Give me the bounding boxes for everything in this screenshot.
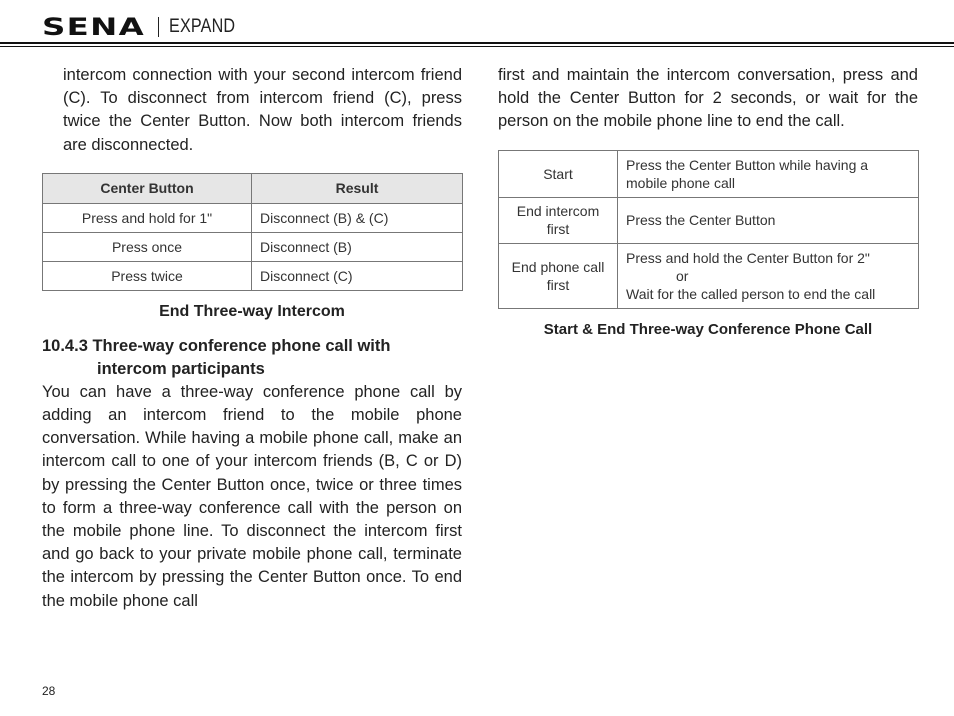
- table-cell-action: End intercom first: [499, 197, 618, 243]
- table-cell-action: Press twice: [43, 261, 252, 290]
- table-cell-instruction: [618, 243, 919, 308]
- table-row: [43, 203, 463, 232]
- right-paragraph: first and maintain the intercom conversation, press and hold the Center Button for 2 seconds, or wait for the person on the mobile phone line to end the call.: [498, 66, 918, 131]
- table-row: [499, 197, 919, 243]
- table-cell-action: End phone call first: [499, 243, 618, 308]
- table-row: [499, 243, 919, 308]
- column-header-center-button: Center Button: [43, 173, 252, 203]
- column-header-result: Result: [252, 173, 463, 203]
- table-cell-instruction: Press the Center Button while having a mobile phone call: [618, 150, 919, 197]
- table-row: [43, 232, 463, 261]
- header-rule-thick: [0, 42, 954, 44]
- page-header: [42, 12, 247, 42]
- right-column: [498, 64, 918, 338]
- page-number: 28: [42, 684, 56, 698]
- brand-logo: SENA: [42, 13, 146, 41]
- section-heading: [42, 335, 462, 381]
- table-cell-action: Start: [499, 150, 618, 197]
- end-intercom-table: [42, 173, 463, 291]
- table-cell-instruction: Press the Center Button: [618, 197, 919, 243]
- instruction-or: or: [676, 267, 689, 284]
- product-name: EXPAND: [169, 16, 236, 37]
- table-cell-result: Disconnect (B): [252, 232, 463, 261]
- instruction-line2: Wait for the called person to end the call: [626, 285, 876, 302]
- table-row: [43, 261, 463, 290]
- section-heading-line2: intercom participants: [97, 359, 265, 378]
- table-header-row: [43, 173, 463, 203]
- header-rule-thin: [0, 46, 954, 47]
- intro-paragraph: intercom connection with your second intercom friend (C). To disconnect from intercom friend (C), press twice the Center Button. Now both intercom friends are disconnected.: [63, 66, 462, 154]
- table-row: [499, 150, 919, 197]
- table-cell-result: Disconnect (B) & (C): [252, 203, 463, 232]
- conference-call-table: [498, 150, 919, 309]
- instruction-line1: Press and hold the Center Button for 2": [626, 249, 870, 266]
- section-heading-line1: 10.4.3 Three-way conference phone call with: [42, 336, 391, 355]
- left-column: [42, 64, 462, 613]
- header-separator: [158, 17, 159, 37]
- table-cell-result: Disconnect (C): [252, 261, 463, 290]
- table-caption: Start & End Three-way Conference Phone Call: [543, 320, 873, 338]
- table-cell-action: Press and hold for 1": [43, 203, 252, 232]
- body-paragraph: You can have a three-way conference phone call by adding an intercom friend to the mobile phone conversation. While having a mobile phone call, make an intercom call to one of your intercom friends (B, C or D) by pressing the Center Button once, twice or three times to form a three-way conference call with the person on the mobile phone line. To disconnect the intercom first and go back to your private mobile phone call, terminate the intercom by pressing the Center Button once. To end the mobile phone call: [42, 382, 462, 610]
- table-caption: End Three-way Intercom: [159, 302, 345, 320]
- table-cell-action: Press once: [43, 232, 252, 261]
